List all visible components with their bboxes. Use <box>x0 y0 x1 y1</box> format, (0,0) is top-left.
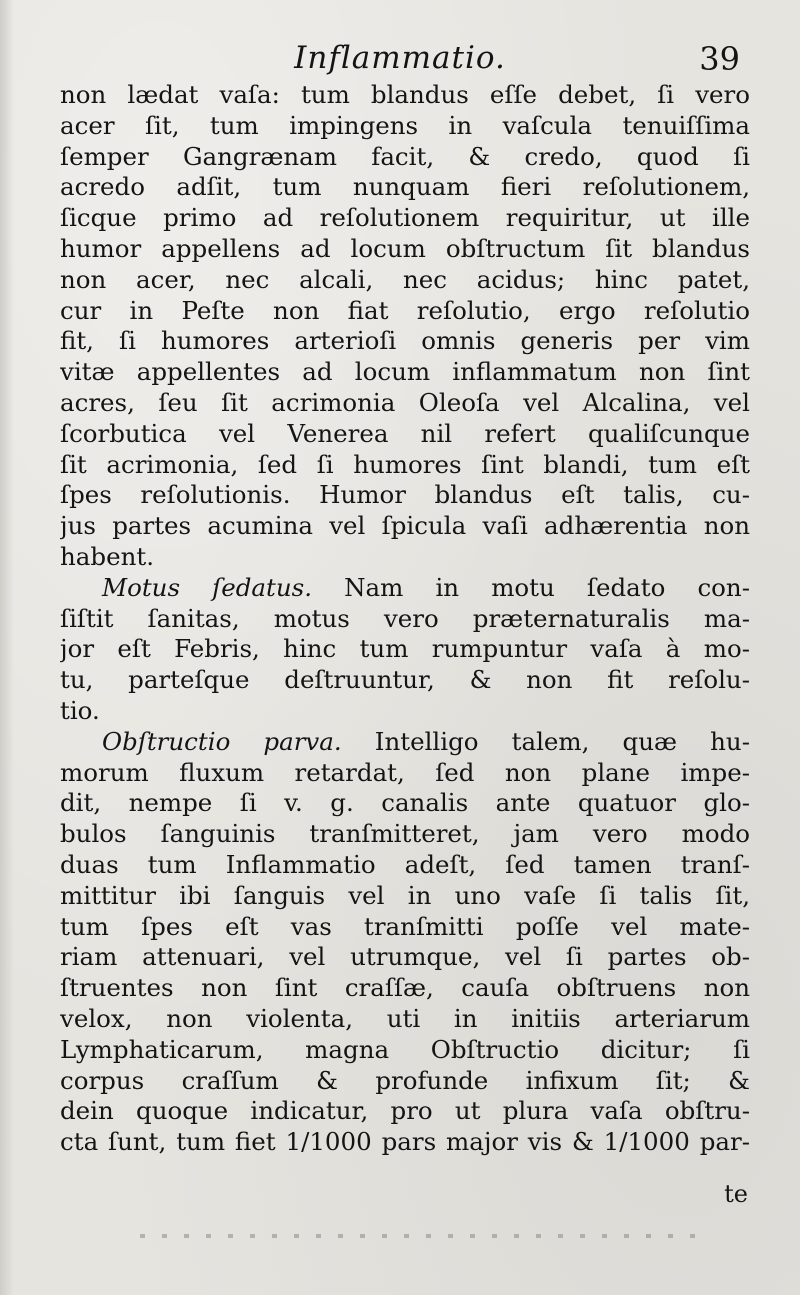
text-line: cta ſunt, tum fiet 1/1000 pars major vis & 1/1000 par- <box>60 1127 750 1157</box>
text-line: Lymphaticarum, magna Obſtructio dicitur; ſi <box>60 1034 750 1064</box>
text-line: acredo adſit, tum nunquam fieri reſolutionem, <box>60 172 750 202</box>
text-line: acres, ſeu ſit acrimonia Oleoſa vel Alcalina, vel <box>60 387 750 417</box>
text-line: non lædat vaſa: tum blandus eſſe debet, ſi vero <box>60 80 750 109</box>
text-line: fit, ſi humores arterioſi omnis generis per vim <box>60 326 750 356</box>
text-line: habent. <box>60 541 154 571</box>
text-line: ſiſtit ſanitas, motus vero præternaturalis ma- <box>60 603 750 633</box>
text-line: humor appellens ad locum obſtructum ſit blandus <box>60 233 750 263</box>
text-line: vitæ appellentes ad locum inflammatum non ſint <box>60 357 750 387</box>
text-line: ſemper Gangrænam facit, & credo, quod ſi <box>60 141 750 171</box>
body-text <box>60 80 750 1158</box>
text-line: tum ſpes eſt vas tranſmitti poſſe vel mate- <box>60 911 750 941</box>
text-line: bulos ſanguinis tranſmitteret, jam vero modo <box>60 819 750 849</box>
text-line: acer ſit, tum impingens in vaſcula tenuiſſima <box>60 110 750 140</box>
paragraph-first-line <box>60 727 750 758</box>
text-line: dein quoque indicatur, pro ut plura vaſa obſtru- <box>60 1096 750 1126</box>
catchword: te <box>724 1180 748 1208</box>
text-line: ſpes reſolutionis. Humor blandus eſt talis, cu- <box>60 480 750 510</box>
text-line: corpus craſſum & profunde infixum ſit; & <box>60 1065 750 1095</box>
text-line: jor eſt Febris, hinc tum rumpuntur vaſa à mo- <box>60 634 750 664</box>
text-line: non acer, nec alcali, nec acidus; hinc patet, <box>60 264 750 294</box>
text-line: velox, non violenta, uti in initiis arteriarum <box>60 1003 750 1033</box>
text-line: tu, parteſque deſtruuntur, & non fit reſolu- <box>60 665 750 695</box>
text-line: dit, nempe ſi v. g. canalis ante quatuor glo- <box>60 788 750 818</box>
text-line: jus partes acumina vel ſpicula vaſi adhærentia non <box>60 511 750 541</box>
text-line: ſtruentes non ſint craſſæ, cauſa obſtruens non <box>60 973 750 1003</box>
paragraph-text: Intelligo talem, quæ hu- <box>374 726 750 756</box>
text-line: cur in Peſte non fiat reſolutio, ergo reſolutio <box>60 295 750 325</box>
paragraph-first-line <box>60 573 750 604</box>
page-number: 39 <box>699 40 740 78</box>
text-line: ſit acrimonia, ſed ſi humores ſint blandi, tum eſt <box>60 449 750 479</box>
print-specks <box>140 1234 700 1238</box>
paragraph-text: Nam in motu ſedato con- <box>344 572 750 602</box>
text-line: riam attenuari, vel utrumque, vel ſi partes ob- <box>60 942 750 972</box>
text-line: morum fluxum retardat, ſed non plane impe- <box>60 757 750 787</box>
text-line: ſicque primo ad reſolutionem requiritur, ut ille <box>60 203 750 233</box>
running-title: Inflammatio. <box>294 40 506 76</box>
section-heading-obstructio: Obſtructio parva. <box>102 726 342 756</box>
text-line: tio. <box>60 695 100 725</box>
text-line: mittitur ibi ſanguis vel in uno vaſe ſi talis ſit, <box>60 880 750 910</box>
text-line: ſcorbutica vel Venerea nil refert qualiſcunque <box>60 418 750 448</box>
page-edge-shadow <box>0 0 14 1295</box>
text-line: duas tum Inflammatio adeſt, ſed tamen tranſ- <box>60 849 750 879</box>
section-heading-motus: Motus ſedatus. <box>102 572 312 602</box>
